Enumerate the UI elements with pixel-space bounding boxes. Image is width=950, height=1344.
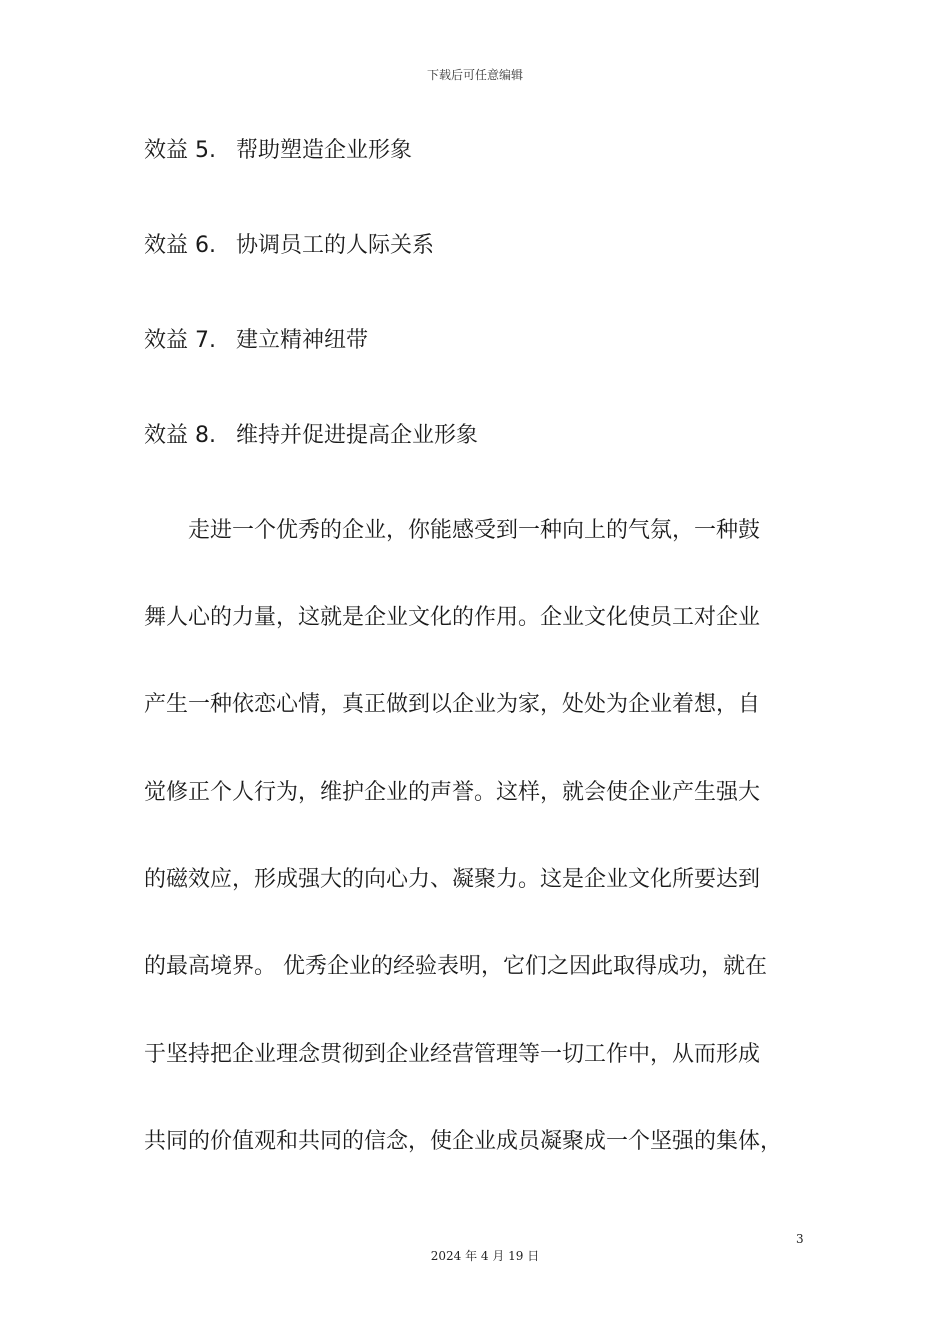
benefit-item-6 [144,231,434,261]
paragraph-line: 觉修正个人行为，维护企业的声誉。这样，就会使企业产生强大 [144,780,761,805]
paragraph-line: 的磁效应，形成强大的向心力、凝聚力。这是企业文化所要达到 [144,867,761,892]
benefit-label: 效益 6. [144,233,216,258]
page-number: 3 [796,1232,804,1246]
benefit-text: 维持并促进提高企业形象 [236,423,479,448]
benefit-item-8 [144,421,478,451]
paragraph-line: 产生一种依恋心情，真正做到以企业为家，处处为企业着想，自 [144,692,761,717]
benefit-label: 效益 7. [144,328,216,353]
paragraph-line: 共同的价值观和共同的信念，使企业成员凝聚成一个坚强的集体， [144,1129,783,1154]
benefit-text: 帮助塑造企业形象 [236,138,413,163]
paragraph-line: 走进一个优秀的企业，你能感受到一种向上的气氛，一种鼓 [144,518,761,543]
benefit-item-7 [144,326,368,356]
benefit-text: 建立精神纽带 [236,328,369,353]
benefit-text: 协调员工的人际关系 [236,233,435,258]
benefit-label: 效益 5. [144,138,216,163]
footer-date: 2024 年 4 月 19 日 [430,1249,540,1263]
page-header: 下载后可任意编辑 [426,68,523,82]
benefit-label: 效益 8. [144,423,216,448]
paragraph-line: 于坚持把企业理念贯彻到企业经营管理等一切工作中，从而形成 [144,1042,761,1067]
paragraph-line: 的最高境界。 优秀企业的经验表明，它们之因此取得成功，就在 [144,954,767,979]
benefit-item-5 [144,136,412,166]
paragraph-line: 舞人心的力量，这就是企业文化的作用。企业文化使员工对企业 [144,605,761,630]
